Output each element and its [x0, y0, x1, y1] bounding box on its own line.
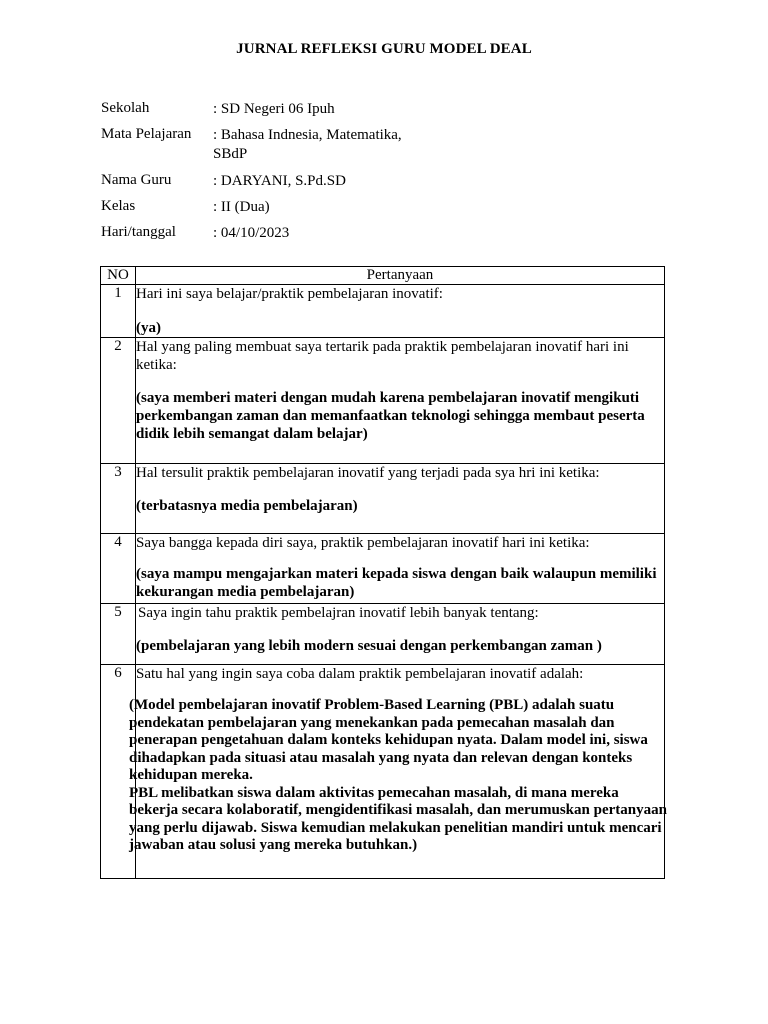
- row-content: [136, 464, 665, 534]
- question-text: Hal tersulit praktik pembelajaran inovatif yang terjadi pada sya hri ini ketika:: [136, 465, 600, 481]
- info-label: Mata Pelajaran: [101, 126, 192, 142]
- reflection-table: [100, 266, 665, 879]
- row-number: 1: [101, 285, 136, 338]
- row-number: 3: [101, 464, 136, 534]
- question-text: Saya bangga kepada diri saya, praktik pembelajaran inovatif hari ini ketika:: [136, 535, 590, 551]
- page-title: JURNAL REFLEKSI GURU MODEL DEAL: [236, 41, 532, 57]
- answer-text: (pembelajaran yang lebih modern sesuai dengan perkembangan zaman ): [136, 638, 602, 654]
- header-question: Pertanyaan: [136, 267, 665, 285]
- header-no: NO: [101, 267, 136, 285]
- table-row: [101, 285, 665, 338]
- row-number: 6: [101, 665, 136, 879]
- table-row: [101, 464, 665, 534]
- question-text: Satu hal yang ingin saya coba dalam praktik pembelajaran inovatif adalah:: [136, 666, 584, 682]
- info-label: Nama Guru: [101, 172, 172, 188]
- info-value: : SD Negeri 06 Ipuh: [213, 101, 335, 117]
- info-label: Hari/tanggal: [101, 224, 176, 240]
- answer-text: (saya mampu mengajarkan materi kepada siswa dengan baik walaupun memiliki kekurangan media pembelajaran): [136, 566, 657, 600]
- info-value: : II (Dua): [213, 199, 270, 215]
- question-text: Saya ingin tahu praktik pembelajran inovatif lebih banyak tentang:: [138, 605, 539, 621]
- row-content: [129, 665, 667, 879]
- row-number: 5: [101, 604, 136, 665]
- row-content: [136, 338, 665, 464]
- info-value: : 04/10/2023: [213, 225, 290, 241]
- answer-text: (Model pembelajaran inovatif Problem-Based Learning (PBL) adalah suatu pendekatan pembelajaran yang menekankan pada pemecahan masalah dan penerapan pengetahuan dalam konteks kehidupan nyata. Dalam model ini, siswa dihadapkan pada situasi atau masalah yang nyata dan relevan dengan konteks kehidupan mereka.: [129, 697, 648, 783]
- row-number: 2: [101, 338, 136, 464]
- table-row: [101, 604, 665, 665]
- answer-text: (saya memberi materi dengan mudah karena pembelajaran inovatif mengikuti perkembangan zaman dan memanfaatkan teknologi sehingga membaut peserta didik lebih semangat dalam belajar): [136, 390, 645, 442]
- question-text: Hal yang paling membuat saya tertarik pada praktik pembelajaran inovatif hari ini ketika:: [136, 339, 629, 373]
- info-value: : DARYANI, S.Pd.SD: [213, 173, 346, 189]
- row-content: [136, 534, 665, 604]
- info-label: Kelas: [101, 198, 136, 214]
- info-value: : Bahasa Indnesia, Matematika, SBdP: [213, 127, 402, 162]
- answer-text: (terbatasnya media pembelajaran): [136, 498, 358, 514]
- answer-text: (ya): [136, 320, 161, 336]
- answer-text-continued: PBL melibatkan siswa dalam aktivitas pemecahan masalah, di mana mereka bekerja secara kolaboratif, mengidentifikasi masalah, dan merumuskan pertanyaan yang perlu dijawab. Siswa kemudian melakukan penelitian mandiri untuk mencari jawaban atau solusi yang mereka butuhkan.): [129, 784, 667, 853]
- info-label: Sekolah: [101, 100, 150, 116]
- table-header-row: [101, 267, 665, 285]
- table-row: [101, 338, 665, 464]
- table-row: [101, 665, 665, 879]
- table-row: [101, 534, 665, 604]
- row-content: [136, 285, 665, 338]
- row-number: 4: [101, 534, 136, 604]
- row-content: [136, 604, 665, 665]
- question-text: Hari ini saya belajar/praktik pembelajaran inovatif:: [136, 286, 443, 302]
